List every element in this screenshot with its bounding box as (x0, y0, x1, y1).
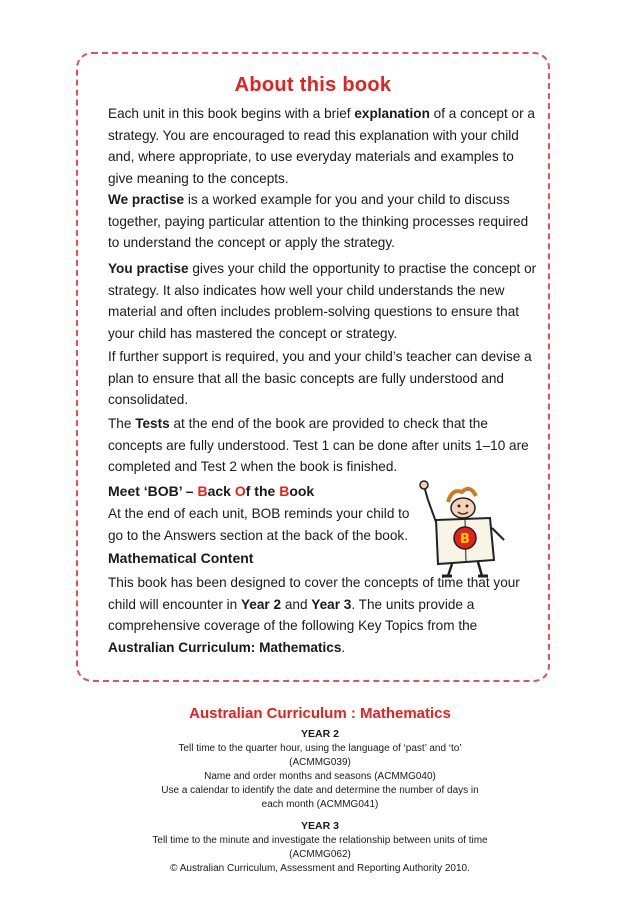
page-title: About this book (234, 74, 392, 96)
year3-line: (ACMMG062) (289, 849, 351, 860)
bob-mascot-illustration (418, 478, 510, 578)
paragraph-we-practise: We practise is a worked example for you and your child to discuss together, paying particular attention to the thinking processes required to understand the concept or apply the strategy. (108, 192, 529, 250)
year3-block (120, 819, 520, 876)
paragraph-explanation: Each unit in this book begins with a brief explanation of a concept or a strategy. You are encouraged to read this explanation with your child and, where appropriate, to use everyday materials and examples to give meaning to the concepts. (108, 106, 535, 186)
paragraph-support: If further support is required, you and your child’s teacher can devise a plan to ensure that all the basic concepts are fully understood and consolidated. (108, 349, 532, 407)
paragraph-tests: The Tests at the end of the book are provided to check that the concepts are fully understood. Test 1 can be done after units 1–10 are completed and Test 2 when the book is finished. (108, 416, 529, 474)
paragraph-you-practise: You practise gives your child the opportunity to practise the concept or strategy. It also indicates how well your child understands the new material and often includes problem-solving questions to ensure that your child has mastered the concept or strategy. (108, 261, 537, 341)
copyright-notice: © Australian Curriculum, Assessment and Reporting Authority 2010. (170, 863, 470, 874)
bob-description: At the end of each unit, BOB reminds your child to go to the Answers section at the back of the book. (108, 506, 410, 543)
year2-line: Tell time to the quarter hour, using the language of ‘past’ and ‘to’ (178, 743, 462, 754)
year3-line: Tell time to the minute and investigate the relationship between units of time (152, 835, 488, 846)
year2-line: Name and order months and seasons (ACMMG040) (204, 771, 436, 782)
year2-line: (ACMMG039) (289, 757, 351, 768)
bob-badge-letter: B (460, 532, 470, 547)
year2-line: each month (ACMMG041) (261, 799, 379, 810)
year2-label: YEAR 2 (301, 728, 339, 740)
curriculum-title: Australian Curriculum : Mathematics (189, 705, 451, 722)
year3-label: YEAR 3 (301, 820, 339, 832)
year2-block (120, 727, 520, 812)
year2-line: Use a calendar to identify the date and determine the number of days in (161, 785, 479, 796)
math-content-description: This book has been designed to cover the concepts of time that your child will encounter in Year 2 and Year 3. The units provide a comprehensive coverage of the following Key Topics from the Australian Curriculum: Mathematics. (108, 575, 520, 655)
math-content-heading: Mathematical Content (108, 550, 254, 566)
bob-heading: Meet ‘BOB’ – Back Of the Book (108, 483, 315, 499)
